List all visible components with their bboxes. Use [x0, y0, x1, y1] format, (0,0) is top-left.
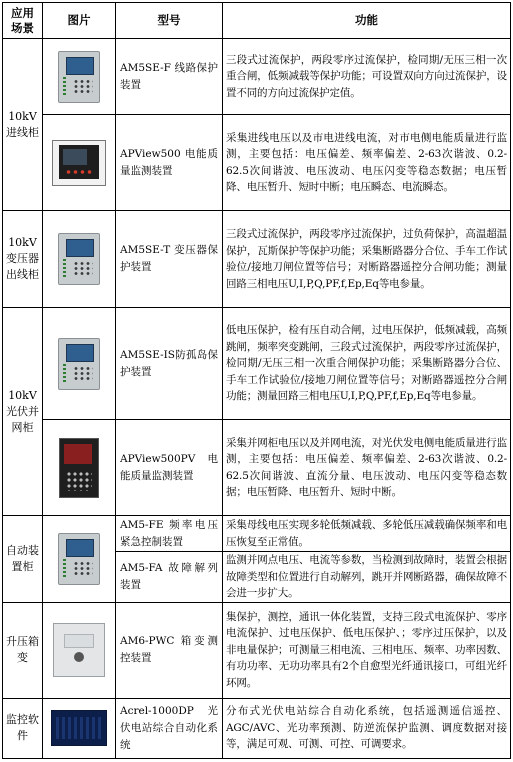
scene-auto: 自动装置柜 [3, 516, 43, 603]
model-cell: AM5SE-T 变压器保护装置 [116, 211, 223, 308]
table-row [3, 211, 511, 308]
model-cell: AM5-FE 频率电压紧急控制装置 [116, 516, 223, 552]
picture-cell [43, 211, 116, 308]
function-cell: 采集并网柜电压以及并网电流，对光伏发电侧电能质量进行监测，主要包括：电压偏差、频率偏差、2-63次谐波、0.2-62.5次间谐波、直流分量、电压波动、电压闪变等稳态数据；电压暂降、电压暂升、短时中断。 [223, 420, 511, 516]
picture-cell [43, 39, 116, 115]
model-cell: AM6-PWC 箱变测控装置 [116, 602, 223, 698]
function-cell: 分布式光伏电站综合自动化系统，包括遥测遥信遥控、AGC/AVC、光功率预测、防逆流保护监测、调度数据对接等，满足可观、可测、可控、可调要求。 [223, 698, 511, 758]
scene-incoming: 10kV进线柜 [3, 39, 43, 211]
function-cell: 采集进线电压以及市电进线电流，对市电侧电能质量进行监测，主要包括：电压偏差、频率偏差、2-63次谐波、0.2-62.5次间谐波、电压波动、电压闪变等稳态数据；电压暂降、电压暂升、短时中断；电压瞬态、电流瞬态。 [223, 115, 511, 211]
picture-cell [43, 516, 116, 603]
power-quality-meter-icon [52, 140, 106, 186]
table-row [3, 516, 511, 552]
scene-monitor: 监控软件 [3, 698, 43, 758]
picture-cell [43, 420, 116, 516]
relay-device-icon [58, 338, 100, 390]
header-picture: 图片 [43, 3, 116, 39]
table-row [3, 698, 511, 758]
table-row [3, 602, 511, 698]
scene-boost: 升压箱变 [3, 602, 43, 698]
model-cell: APView500PV 电能质量监测装置 [116, 420, 223, 516]
picture-cell [43, 698, 116, 758]
model-cell: AM5SE-F 线路保护装置 [116, 39, 223, 115]
function-cell: 采集母线电压实现多轮低频减载、多轮低压减载确保频率和电压恢复至正常值。 [223, 516, 511, 552]
header-function: 功能 [223, 3, 511, 39]
table-row [3, 39, 511, 115]
header-model: 型号 [116, 3, 223, 39]
box-transformer-device-icon [53, 623, 105, 677]
model-cell: AM5SE-IS防孤岛保护装置 [116, 308, 223, 420]
pv-meter-icon [59, 438, 99, 498]
model-cell: AM5-FA 故障解列装置 [116, 552, 223, 603]
picture-cell [43, 115, 116, 211]
picture-cell [43, 602, 116, 698]
software-screen-icon [51, 710, 107, 746]
header-scene: 应用场景 [3, 3, 43, 39]
model-cell: APView500 电能质量监测装置 [116, 115, 223, 211]
scene-transformer: 10kV变压器出线柜 [3, 211, 43, 308]
table-row [3, 308, 511, 420]
scene-pv: 10kV光伏并网柜 [3, 308, 43, 516]
relay-device-icon [58, 233, 100, 285]
function-cell: 低电压保护，检有压自动合闸，过电压保护，低频减载，高频跳闸，频率突变跳闸，三段式过流保护，两段零序过流保护，检同期/无压三相一次重合闸保护功能；采集断路器分合位、手车工作试验位/接地刀闸位置等信号；对断路器遥控分合闸功能；测量回路三相电压U,I,P,Q,PF,f,Ep,Eq等电参量。 [223, 308, 511, 420]
picture-cell [43, 308, 116, 420]
function-cell: 三段式过流保护，两段零序过流保护，检同期/无压三相一次重合闸，低频减载等保护功能；可设置双向方向过流保护，设置不同的方向过流保护定值。 [223, 39, 511, 115]
relay-device-icon [58, 533, 100, 585]
function-cell: 集保护，测控，通讯一体化装置，支持三段式电流保护、零序电流保护、过电压保护、低电压保护、；零序过压保护，以及非电量保护；可测量三相电流、三相电压、频率、功率因数、有功功率、无功功率具有2个自愈型光纤通讯接口，可组光纤环网。 [223, 602, 511, 698]
function-cell: 监测并网点电压、电流等参数，当检测到故障时，装置会根据故障类型和位置进行自动解列，跳开并网断路器，确保故障不会进一步扩大。 [223, 552, 511, 603]
table-row [3, 115, 511, 211]
relay-device-icon [58, 51, 100, 103]
model-cell: Acrel-1000DP 光伏电站综合自动化系统 [116, 698, 223, 758]
table-header-row [3, 3, 511, 39]
table-row [3, 420, 511, 516]
function-cell: 三段式过流保护，两段零序过流保护，过负荷保护，高温超温保护，瓦斯保护等保护功能；采集断路器分合位、手车工作试验位/接地刀闸位置等信号；对断路器遥控分合闸功能；测量回路三相电压U,I,P,Q,PF,f,Ep,Eq等电参量。 [223, 211, 511, 308]
device-function-table [2, 2, 511, 759]
